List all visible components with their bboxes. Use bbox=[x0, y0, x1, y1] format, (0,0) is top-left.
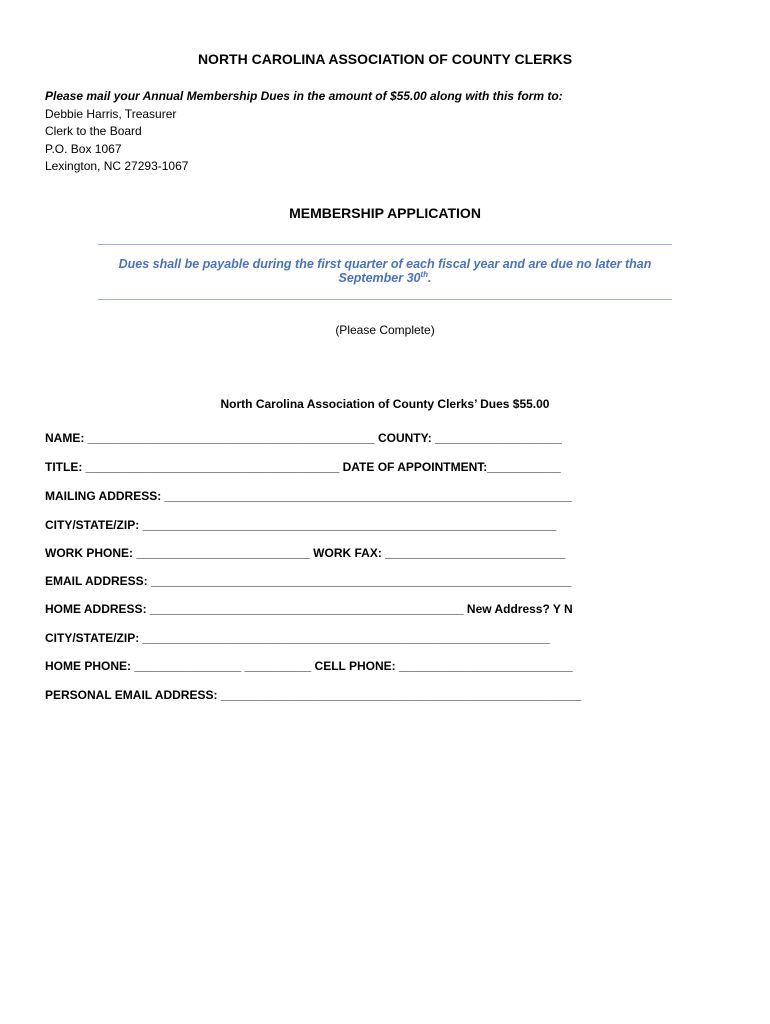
work-phone-fax-row[interactable]: WORK PHONE: __________________________ WORK FAX: ___________________________ bbox=[45, 546, 566, 560]
mailing-address-row[interactable]: MAILING ADDRESS: _____________________________________________________________ bbox=[45, 489, 572, 503]
dues-amount-line: North Carolina Association of County Clerks’ Dues $55.00 bbox=[220, 397, 550, 411]
treasurer-position: Clerk to the Board bbox=[45, 124, 142, 138]
email-address-row[interactable]: EMAIL ADDRESS: _______________________________________________________________ bbox=[45, 574, 572, 588]
document-title: NORTH CAROLINA ASSOCIATION OF COUNTY CLERKS bbox=[197, 51, 573, 67]
city-state-zip-row[interactable]: CITY/STATE/ZIP: ______________________________________________________________ bbox=[45, 518, 557, 532]
dues-notice bbox=[98, 257, 672, 285]
dues-notice-superscript: th bbox=[420, 269, 429, 279]
personal-email-row[interactable]: PERSONAL EMAIL ADDRESS: ______________________________________________________ bbox=[45, 688, 582, 702]
application-title: MEMBERSHIP APPLICATION bbox=[289, 205, 481, 221]
treasurer-name: Debbie Harris, Treasurer bbox=[45, 106, 177, 121]
dues-notice-end: . bbox=[428, 271, 432, 285]
mailing-lead-text: Please mail your Annual Membership Dues in the amount of $55.00 along with this form to: bbox=[45, 89, 563, 103]
mailing-instructions bbox=[45, 88, 563, 176]
mailing-po-box: P.O. Box 1067 bbox=[45, 141, 122, 156]
notice-top-divider bbox=[98, 244, 672, 245]
home-city-state-zip-row[interactable]: CITY/STATE/ZIP: _____________________________________________________________ bbox=[45, 631, 550, 645]
home-address-row[interactable]: HOME ADDRESS: _______________________________________________ New Address? Y N bbox=[45, 602, 573, 616]
please-complete-text: (Please Complete) bbox=[335, 323, 435, 337]
name-county-row[interactable]: NAME: ___________________________________________ COUNTY: ___________________ bbox=[45, 431, 562, 445]
notice-bottom-divider bbox=[98, 299, 672, 300]
home-cell-phone-row[interactable]: HOME PHONE: ________________ __________ CELL PHONE: __________________________ bbox=[45, 659, 573, 673]
title-appointment-row[interactable]: TITLE: ______________________________________ DATE OF APPOINTMENT:___________ bbox=[45, 460, 561, 474]
mailing-city: Lexington, NC 27293-1067 bbox=[45, 159, 189, 173]
dues-notice-text: Dues shall be payable during the first quarter of each fiscal year and are due no later than September 30 bbox=[118, 257, 652, 285]
